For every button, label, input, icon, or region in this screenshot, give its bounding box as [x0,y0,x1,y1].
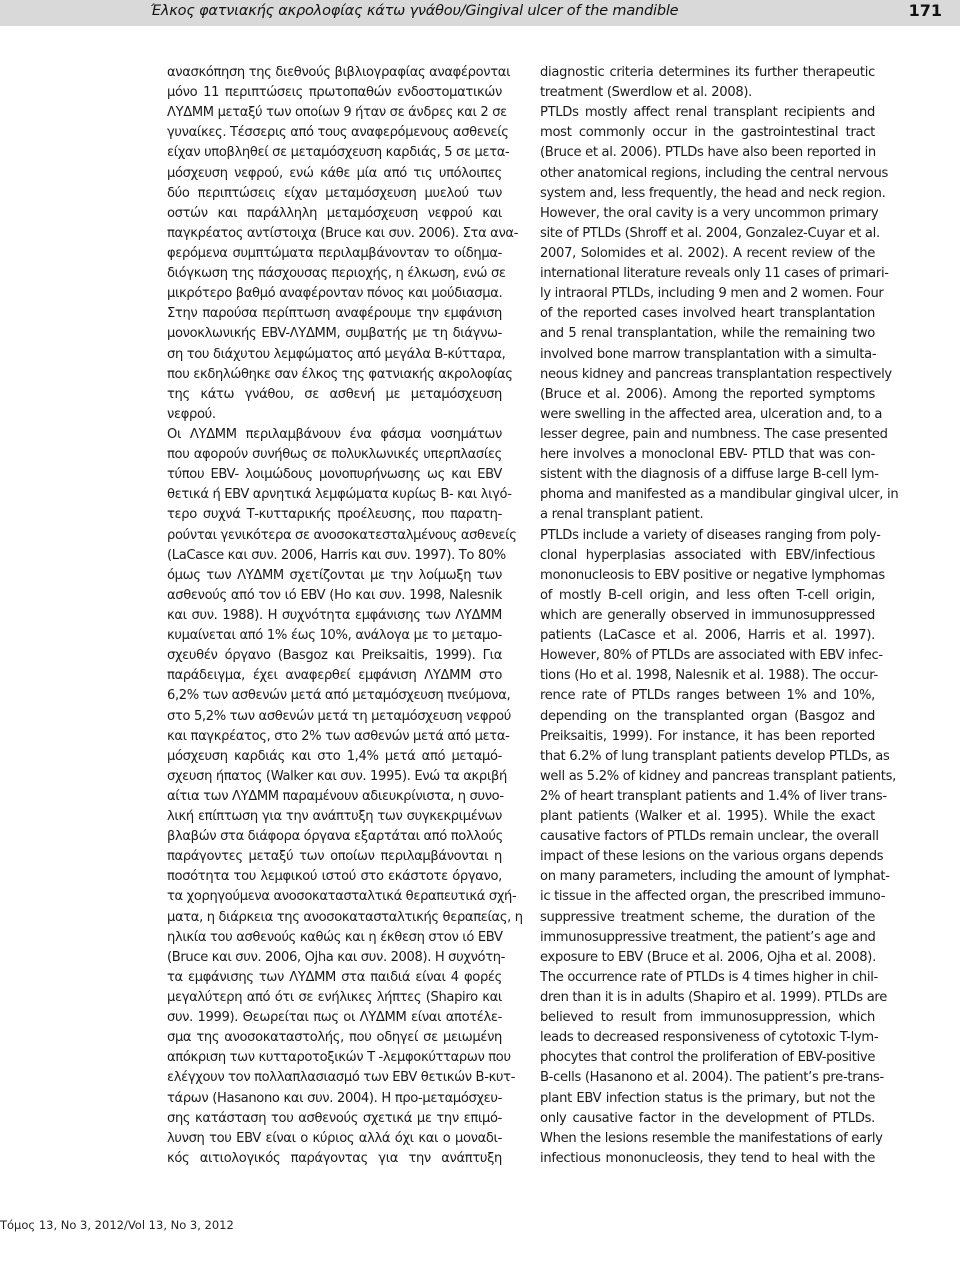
greek-text-line: παράγοντες μεταξύ των οποίων περιλαμβάνονται η [167,849,502,865]
english-text-line: However, 80% of PTLDs are associated with EBV infec- [540,648,883,664]
running-title: Έλκος φατνιακής ακρολοφίας κάτω γνάθου/Gingival ulcer of the mandible [150,3,679,19]
greek-text-line: όμως των ΛΥΔΜΜ σχετίζονται με την λοίμωξη των [167,567,502,583]
greek-text-line: λυνση του EBV είναι ο κύριος αλλά όχι και ο μοναδι- [167,1130,502,1146]
english-text-line: The occurrence rate of PTLDs is 4 times higher in chil- [540,969,878,985]
english-text-line: phoma and manifested as a mandibular gingival ulcer, in [540,487,899,503]
english-text-line: When the lesions resemble the manifestations of early [540,1130,883,1146]
english-text-line: which are generally observed in immunosuppressed [540,607,875,623]
english-text-line: dren than it is in adults (Shapiro et al. 1999). PTLDs are [540,990,887,1006]
english-text-line: most commonly occur in the gastrointestinal tract [540,125,875,141]
greek-text-line: μικρότερο βαθμό αναφέρονταν πόνος και μούδιασμα. [167,286,503,302]
english-text-line: on many parameters, including the amount of lymphat- [540,869,890,885]
english-text-line: international literature reveals only 11 cases of primari- [540,266,889,282]
english-text-line: PTLDs include a variety of diseases ranging from poly- [540,527,881,543]
greek-text-line: ασθενούς από τον ιό EBV (Ho και συν. 1998, Nalesnik [167,587,502,603]
greek-text-line: τα εμφάνισης των ΛΥΔΜΜ στα παιδιά είναι 4 φορές [167,969,502,985]
english-text-line: infectious mononucleosis, they tend to heal with the [540,1150,875,1166]
greek-text-line: σμα της ανοσοκαταστολής, που οδηγεί σε μειωμένη [167,1030,502,1046]
greek-text-line: Στην παρούσα περίπτωση αναφέρουμε την εμφάνιση [167,306,502,322]
greek-text-line: ηλικία του ασθενούς καθώς και η έκθεση στον ιό EBV [167,929,503,945]
english-text-line: only causative factor in the development of PTLDs. [540,1110,875,1126]
english-text-line: plant EBV infection status is the primary, but not the [540,1090,875,1106]
greek-text-line: μόσχευση νεφρού, ενώ κάθε μία από τις υπόλοιπες [167,165,502,181]
greek-text-line: και συν. 1988). Η συχνότητα εμφάνισης των ΛΥΔΜΜ [167,607,502,623]
greek-text-line: ΛΥΔΜΜ μεταξύ των οποίων 9 ήταν σε άνδρες και 2 σε [167,105,507,121]
english-text-line: treatment (Swerdlow et al. 2008). [540,85,753,101]
greek-text-line: τύπου EBV- λοιμώδους μονοπυρήνωσης ως και EBV [167,467,502,483]
greek-text-column [167,63,523,1169]
english-text-line: impact of these lesions on the various organs depends [540,849,884,865]
english-text-line: B-cells (Hasanono et al. 2004). The patient’s pre-trans- [540,1070,884,1086]
greek-text-line: της κάτω γνάθου, σε ασθενή με μεταμόσχευση [167,386,502,402]
greek-text-line: σης κατάσταση του ασθενούς σχετικά με την επιμό- [167,1110,502,1126]
greek-text-line: σχευση ήπατος (Walker και συν. 1995). Ενώ τα ακριβή [167,768,507,784]
greek-text-line: κυμαίνεται από 1% έως 10%, ανάλογα με το μεταμο- [167,628,502,644]
greek-text-line: ποσότητα του λεμφικού ιστού στο εκάστοτε όργανο, [167,869,502,885]
greek-text-line: στο 5,2% των ασθενών μετά τη μεταμόσχευση νεφρού [167,708,511,724]
english-text-line: clonal hyperplasias associated with EBV/infectious [540,547,875,563]
english-text-line: of mostly B-cell origin, and less often T-cell origin, [540,587,875,603]
english-text-line: (Bruce et al. 2006). Among the reported symptoms [540,386,875,402]
page-number: 171 [908,1,942,20]
greek-text-line: συν. 1999). Θεωρείται πως οι ΛΥΔΜΜ είναι αποτέλε- [167,1010,502,1026]
greek-text-line: 6,2% των ασθενών μετά από μεταμόσχευση πνεύμονα, [167,688,511,704]
english-text-line: causative factors of PTLDs remain unclear, the overall [540,829,879,845]
greek-text-line: παράδειγμα, έχει αναφερθεί εμφάνιση ΛΥΔΜΜ στο [167,668,502,684]
english-text-line: neous kidney and pancreas transplantation respectively [540,366,892,382]
greek-text-line: ματα, η διάρκεια της ανοσοκατασταλτικής θεραπείας, η [167,909,523,925]
greek-text-line: (LaCasce και συν. 2006, Harris και συν. 1997). Το 80% [167,547,506,563]
greek-text-line: μονοκλωνικής EBV-ΛΥΔΜΜ, συμβατής με τη διάγνω- [167,326,502,342]
greek-text-line: απόκριση των κυτταροτοξικών Τ -λεμφοκύτταρων που [167,1050,511,1066]
english-text-line: phocytes that control the proliferation of EBV-positive [540,1050,876,1066]
english-text-line: PTLDs mostly affect renal transplant recipients and [540,105,875,121]
greek-text-line: (Bruce και συν. 2006, Ojha και συν. 2008). Η συχνότη- [167,949,506,965]
greek-text-line: Οι ΛΥΔΜΜ περιλαμβάνουν ένα φάσμα νοσημάτων [167,426,502,442]
english-text-line: diagnostic criteria determines its further therapeutic [540,65,875,80]
english-text-line: 2007, Solomides et al. 2002). A recent review of the [540,245,875,261]
greek-text-line: ανασκόπηση της διεθνούς βιβλιογραφίας αναφέρονται [167,65,511,80]
english-text-line: a renal transplant patient. [540,507,704,523]
greek-text-line: κός αιτιολογικός παράγοντας για την ανάπτυξη [167,1150,502,1166]
running-header [0,0,960,26]
english-text-line: involved bone marrow transplantation with a simulta- [540,346,877,362]
greek-text-line: δύο περιπτώσεις είχαν μεταμόσχευση μυελού των [167,185,502,201]
greek-text-line: βλαβών στα διάφορα όργανα εξαρτάται από πολλούς [167,829,503,845]
english-text-line: ic tissue in the affected organ, the prescribed immuno- [540,889,886,905]
greek-text-line: τα χορηγούμενα ανοσοκατασταλτικά θεραπευτικά σχή- [167,889,517,905]
greek-text-line: φερόμενα συμπτώματα περιλαμβάνονταν το οίδημα- [167,245,502,261]
greek-text-line: γυναίκες. Τέσσερις από τους αναφερόμενους ασθενείς [167,125,509,141]
english-text-line: leads to decreased responsiveness of cytotoxic T-lym- [540,1030,879,1046]
english-text-line: that 6.2% of lung transplant patients develop PTLDs, as [540,748,890,764]
english-text-line: of the reported cases involved heart transplantation [540,306,875,322]
english-text-line: here involves a monoclonal EBV- PTLD that was con- [540,447,875,463]
english-text-line: sistent with the diagnosis of a diffuse large B-cell lym- [540,467,879,483]
greek-text-line: αίτια των ΛΥΔΜΜ παραμένουν αδιευκρίνιστα, η συνο- [167,788,504,804]
greek-text-line: ρούνται γενικότερα σε ανοσοκατεσταλμένους ασθενείς [167,527,517,543]
english-text-line: However, the oral cavity is a very uncommon primary [540,205,879,221]
english-text-line: exposure to EBV (Bruce et al. 2006, Ojha et al. 2008). [540,949,876,965]
english-text-line: plant patients (Walker et al. 1995). While the exact [540,809,875,825]
greek-text-line: μόνο 11 περιπτώσεις πρωτοπαθών ενδοστοματικών [167,85,502,101]
english-text-line: Preiksaitis, 1999). For instance, it has been reported [540,728,875,744]
greek-text-line: μεγαλύτερη από ότι σε ενήλικες λήπτες (Shapiro και [167,990,502,1006]
english-text-line: (Bruce et al. 2006). PTLDs have also been reported in [540,145,876,161]
greek-text-line: που εκδηλώθηκε σαν έλκος της φατνιακής ακρολοφίας [167,366,513,382]
english-text-line: and 5 renal transplantation, while the remaining two [540,326,875,342]
greek-text-line: λική επίπτωση για την ανάπτυξη των συγκεκριμένων [167,809,502,825]
greek-text-line: ελέγχουν τον πολλαπλασιασμό των EBV θετικών Β-κυτ- [167,1070,516,1086]
english-text-line: tions (Ho et al. 1998, Nalesnik et al. 1988). The occur- [540,668,878,684]
greek-text-line: που αφορούν συνήθως σε πολυκλωνικές υπερπλασίες [167,447,502,463]
english-text-line: were swelling in the affected area, ulceration and, to a [540,406,883,422]
english-text-column [540,63,899,1169]
english-text-line: depending on the transplanted organ (Basgoz and [540,708,875,724]
greek-text-line: οστών και παράλληλη μεταμόσχευση νεφρού και [167,205,502,221]
english-text-line: rence rate of PTLDs ranges between 1% and 10%, [540,688,875,704]
greek-text-line: θετικά ή EBV αρνητικά λεμφώματα κυρίως Β- και λιγό- [167,487,512,503]
greek-text-line: είχαν υποβληθεί σε μεταμόσχευση καρδιάς, 5 σε μετα- [167,145,510,161]
greek-text-line: και παγκρέατος, στο 2% των ασθενών μετά από μετα- [167,728,510,744]
greek-text-line: μόσχευση καρδιάς και στο 1,4% μετά από μεταμό- [167,748,502,764]
greek-text-line: νεφρού. [167,406,216,422]
english-text-line: patients (LaCasce et al. 2006, Harris et al. 1997). [540,628,875,644]
english-text-line: well as 5.2% of kidney and pancreas transplant patients, [540,768,897,784]
english-text-line: ly intraoral PTLDs, including 9 men and 2 women. Four [540,286,884,302]
greek-text-line: ση του διάχυτου λεμφώματος από μεγάλα Β-κύτταρα, [167,346,506,362]
english-text-line: system and, less frequently, the head and neck region. [540,185,886,201]
footer-citation: Τόμος 13, No 3, 2012/Vol 13, No 3, 2012 [0,1218,234,1232]
greek-text-line: τερο συχνά Τ-κυτταρικής προέλευσης, που παρατη- [167,507,502,523]
english-text-line: 2% of heart transplant patients and 1.4% of liver trans- [540,788,887,804]
english-text-line: suppressive treatment scheme, the duration of the [540,909,875,925]
greek-text-line: τάρων (Hasanono και συν. 2004). Η προ-μεταμόσχευ- [167,1090,502,1106]
greek-text-line: σχευθέν όργανο (Basgoz και Preiksaitis, 1999). Για [167,648,502,664]
english-text-line: believed to result from immunosuppression, which [540,1010,875,1026]
greek-text-line: διόγκωση της πάσχουσας περιοχής, η έλκωση, ενώ σε [167,266,506,282]
english-text-line: other anatomical regions, including the central nervous [540,165,888,181]
greek-text-line: παγκρέατος αντίστοιχα (Bruce και συν. 2006). Στα ανα- [167,225,519,241]
english-text-line: site of PTLDs (Shroff et al. 2004, Gonzalez-Cuyar et al. [540,225,880,241]
english-text-line: mononucleosis to EBV positive or negative lymphomas [540,567,885,583]
english-text-line: lesser degree, pain and numbness. The case presented [540,426,888,442]
english-text-line: immunosuppressive treatment, the patient’s age and [540,929,876,945]
